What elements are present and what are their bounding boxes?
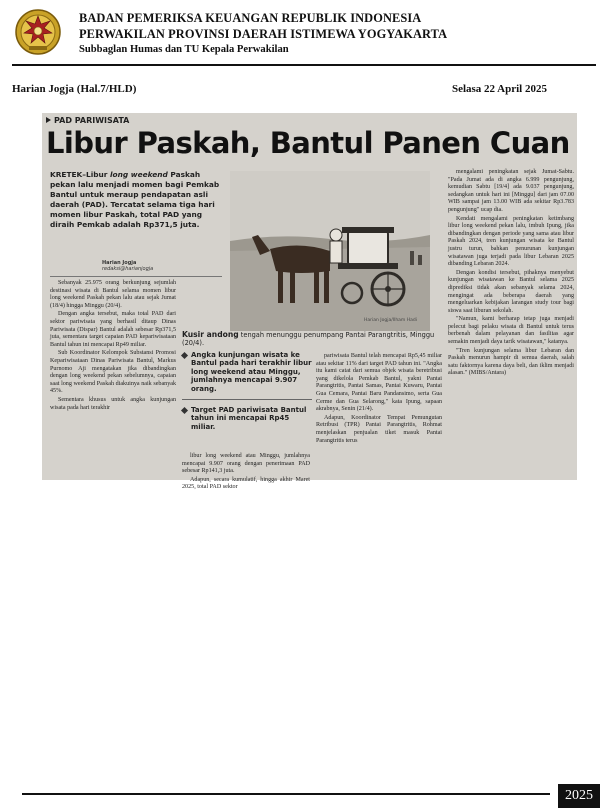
paragraph: "Tren kunjungan selama libur Lebaran dan Paskah menurun hampir di semua daerah, salah satu faktornya karena daya beli, dan iklim menjadi alasan." (MIBS/Antara) — [448, 347, 574, 377]
paragraph: "Namun, kami berharap tetap juga menjadi pelecut bagi pelaku wisata di Bantul untuk terus berbenah dalam pelayanan dan fasilitas agar semakin menjadi daya tarik wisatawan," katanya. — [448, 316, 574, 346]
photo-caption — [182, 331, 454, 347]
org-name-line3: Subbaglan Humas dan TU Kepala Perwakilan — [79, 44, 289, 55]
org-name-line1: BADAN PEMERIKSA KEUANGAN REPUBLIK INDONESIA — [79, 11, 422, 25]
triangle-icon — [46, 117, 51, 123]
paragraph: Adapun, Koordinator Tempat Pemungutan Retribusi (TPR) Pantai Parangtritis, Rohmat menjelaskan penjualan tiket masuk Pantai Parangtritis terus — [316, 414, 442, 444]
org-name-line2: PERWAKILAN PROVINSI DAERAH ISTIMEWA YOGYAKARTA — [79, 27, 448, 41]
diamond-bullet-icon — [181, 406, 188, 413]
article-headline: Libur Paskah, Bantul Panen Cuan — [46, 126, 570, 160]
paragraph: Dengan angka tersebut, maka total PAD dari sektor pariwisata yang berhasil ditaup Dinas Pariwisata (Dispar) Bantul adalah sebesar Rp371,5 juta, sementara target capaian PAD kepariwisataan Bantul tahun ini mencapai Rp49 miliar. — [50, 311, 176, 348]
lead-divider — [50, 276, 222, 277]
article-column-4 — [448, 169, 574, 379]
paragraph: libur long weekend atau Minggu, jumlahnya mencapai 9.907 orang dengan penerimaan PAD sebesar Rp141,3 juta. — [182, 453, 310, 475]
paragraph: Sebanyak 25.975 orang berkunjung sejumlah destinasi wisata di Bantul selama momen libur long weekend Paskah pekan lalu atau sejak Jumat (18/4) hingga Minggu (20/4). — [50, 280, 176, 309]
paragraph: Dengan kondisi tersebut, pihaknya menyebut kunjungan wisatawan ke Bantul selama 2025 diprediksi tidak akan sebanyak selama 2024, mengingat ada beberapa daerah yang mengeluarkan kebijakan larangan study tour bagi siswa saat liburan sekolah. — [448, 269, 574, 314]
publication-date: Selasa 22 April 2025 — [451, 83, 547, 95]
diamond-bullet-icon — [181, 351, 188, 358]
highlight-item: Target PAD pariwisata Bantul tahun ini mencapai Rp45 miliar. — [182, 406, 312, 431]
byline-name: Harian Jogja — [102, 260, 137, 266]
article-photo — [230, 171, 430, 331]
caption-lead: Kusir andong — [182, 330, 239, 339]
footer-year-badge: 2025 — [558, 784, 600, 808]
lead-rest: Paskah pekan lalu menjadi momen bagi Pemkab Bantul untuk meraup pendapatan asli daerah (PAD). Tercatat selama tiga hari momen libur Paskah, total PAD yang diraih Pemkab adalah Rp371,5 juta. — [50, 170, 220, 229]
header-divider — [12, 64, 596, 66]
newspaper-clipping — [42, 113, 577, 491]
footer-divider — [22, 793, 550, 795]
article-column-1 — [50, 280, 176, 413]
organization-header — [79, 10, 599, 58]
byline-email: redaksi@harianjogja — [102, 266, 154, 272]
article-lead — [50, 170, 226, 230]
paragraph: Sub Koordinator Kelompok Substansi Promosi Kepariwisataan Dinas Pariwisata Bantul, Markus Purnomo Aji mengatakan jika dibandingkan dengan long weekend pekan sebelumnya, capaian saat long weekend Paskah diakuinya naik sebanyak 45%. — [50, 350, 176, 395]
paragraph: Adapun, secara kumulatif, hingga akhir Maret 2025, total PAD sektor — [182, 476, 310, 491]
publication-name: Harian Jogja (Hal.7/HLD) — [12, 83, 137, 95]
paragraph: mengalami peningkatan sejak Jumat-Sabtu. "Pada Jumat ada di angka 6.999 pengunjung, kemudian Sabtu [19/4] ada 9.037 pengunjung, sedangkan untuk hari ini [Minggu] dari jam 07.00 WIB sampai jam 13.00 WIB ada sekitar Rp3.783 pengunjung" ucap dia. — [448, 169, 574, 213]
lead-start: KRETEK–Libur — [50, 170, 110, 179]
highlight-item: Angka kunjungan wisata ke Bantul pada hari terakhir libur long weekend atau Minggu, jumlahnya mencapai 9.907 orang. — [182, 351, 312, 393]
article-column-3 — [316, 353, 442, 446]
article-column-2 — [182, 453, 310, 493]
bpk-garuda-emblem-icon — [14, 6, 62, 58]
lead-italic: long weekend — [110, 170, 168, 179]
photo-credit: Harian Jogja/Ilham Hadi — [364, 318, 417, 323]
paragraph: Kendati mengalami peningkatan ketimbang libur long weekend pekan lalu, imbuh Ipung, jika dibandingkan dengan periode yang sama atau libur Paskah 2024, tren kunjungan wisata ke Bantul justru turun, bahkan penurunan kunjungan wisatawan juga terjadi pada libur Lebaran 2025 dibanding Lebaran 2024. — [448, 215, 574, 268]
paragraph: Sementara khusus untuk angka kunjungan wisata pada hari terakhir — [50, 396, 176, 411]
caption-text: tengah menunggu penumpang Pantai Parangtritis, Minggu (20/4). — [182, 331, 435, 347]
article-highlights — [182, 351, 312, 437]
article-kicker: PAD PARIWISATA — [46, 116, 129, 125]
highlight-divider — [182, 399, 312, 400]
paragraph: pariwisata Bantul telah mencapai Rp5,45 miliar atau sekitar 11% dari target PAD tahun ini. "Angka itu kami catat dari semua objek wisata beretribusi yang dikelola Pemkab Bantul, yakni Pantai Parangtritis, Pantai Samas, Pantai Kuwaru, Pantai Gua Cemara, Pantai Baru Pandansimo, serta Gua Cerme dan Gua Selarong," kata Ipung, sapaan akrabnya, Senin (21/4). — [316, 353, 442, 413]
article-byline — [102, 260, 222, 272]
driver — [330, 229, 342, 263]
